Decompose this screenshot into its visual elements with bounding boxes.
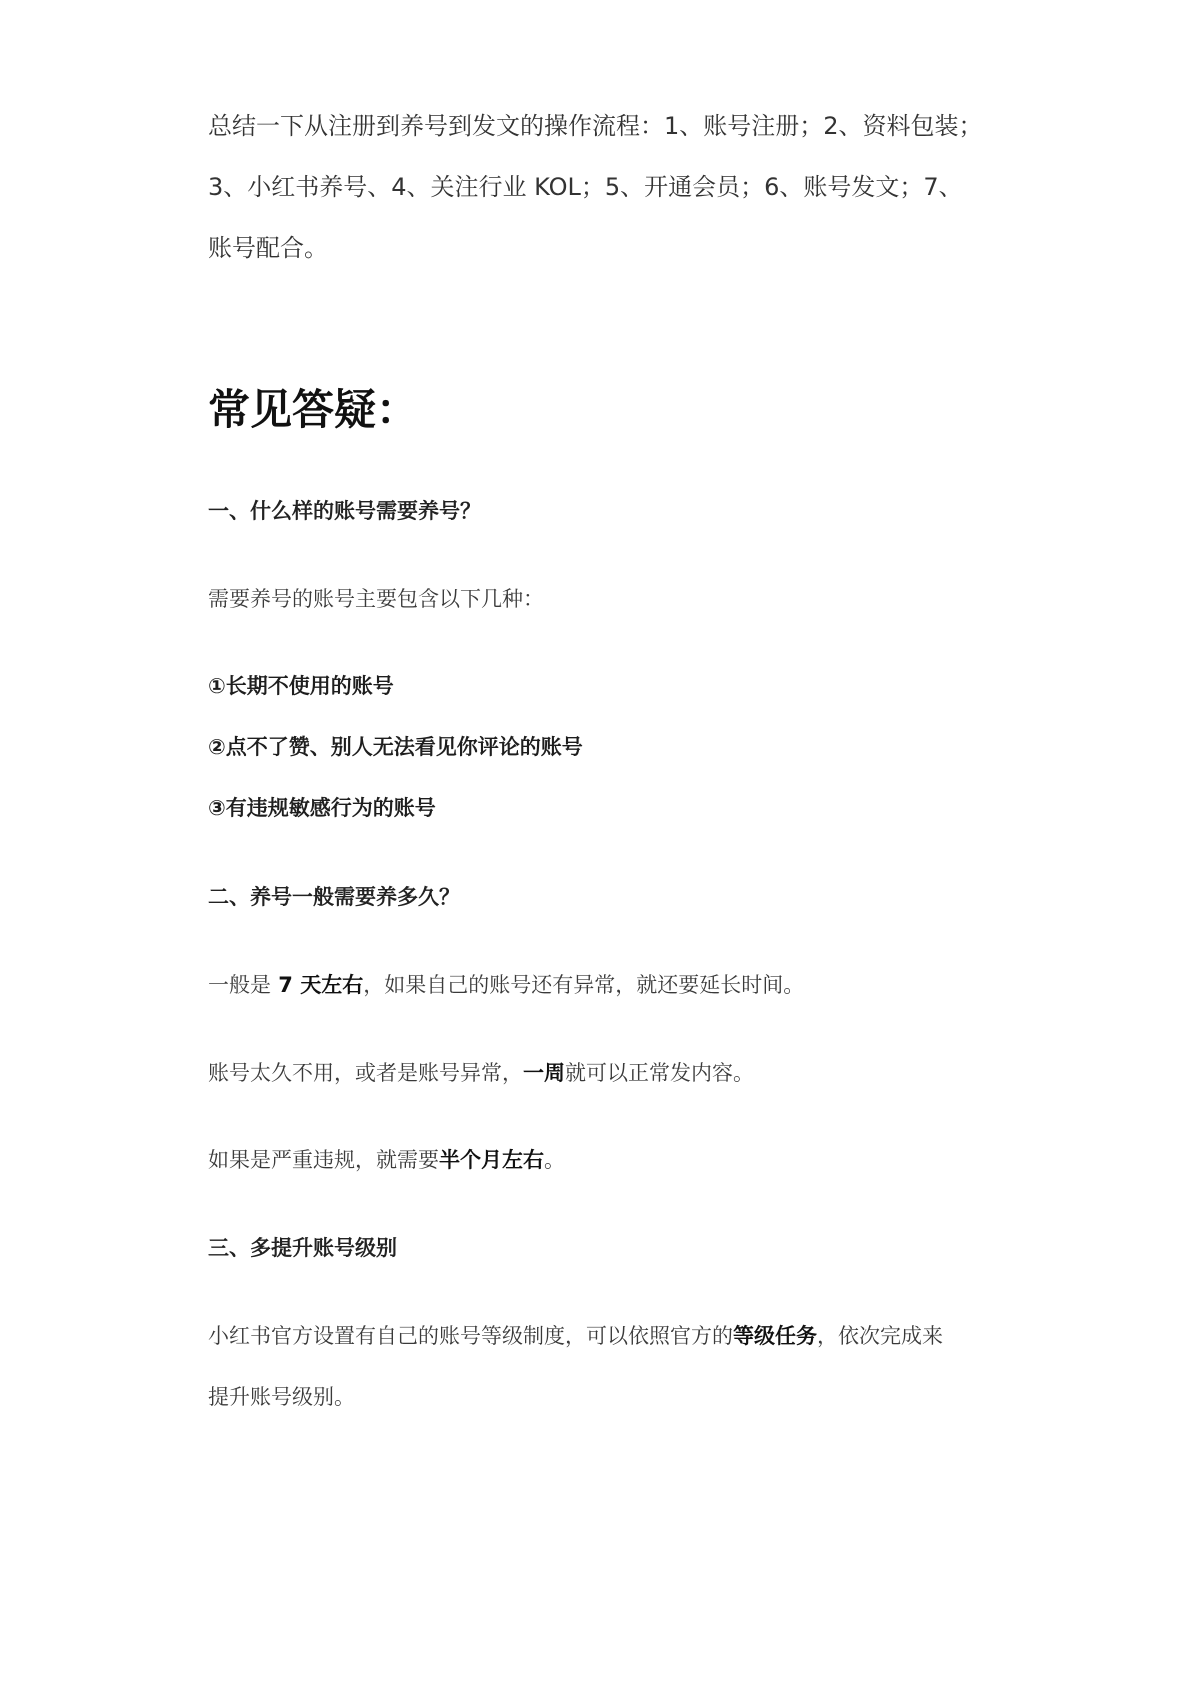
faq-q3-paragraph-line-1 xyxy=(208,1321,1028,1351)
faq-q2-paragraph-2 xyxy=(208,1058,1028,1088)
faq-q2-p1-bold: 7 天左右 xyxy=(271,973,364,997)
faq-q1-intro: 需要养号的账号主要包含以下几种： xyxy=(208,587,544,611)
faq-q3-text-line-2: 提升账号级别。 xyxy=(208,1385,355,1409)
faq-q2-heading-block xyxy=(208,882,1028,912)
faq-q2-paragraph-1 xyxy=(208,970,1028,1000)
faq-q3-heading-block xyxy=(208,1233,1028,1263)
faq-q1-item-2-block xyxy=(208,732,1028,762)
summary-line-2: 3、小红书养号、4、关注行业 KOL；5、开通会员；6、账号发文；7、 xyxy=(208,173,963,201)
list-item: ②点不了赞、别人无法看见你评论的账号 xyxy=(208,735,583,759)
summary-paragraph xyxy=(208,96,1028,279)
faq-q2-p2-text-b: 就可以正常发内容。 xyxy=(565,1061,754,1085)
faq-q2-p2-bold: 一周 xyxy=(523,1061,565,1085)
faq-q1-intro-block xyxy=(208,584,1028,614)
faq-q2-p3-text-b: 。 xyxy=(544,1148,565,1172)
faq-title-block xyxy=(208,382,1028,438)
faq-q3-heading: 三、多提升账号级别 xyxy=(208,1236,397,1260)
faq-q2-paragraph-3 xyxy=(208,1145,1028,1175)
faq-q1-item-1-block xyxy=(208,671,1028,701)
faq-q2-p1-text-b: ，如果自己的账号还有异常，就还要延长时间。 xyxy=(363,973,805,997)
faq-q3-paragraph-line-2 xyxy=(208,1382,1028,1412)
faq-q2-heading: 二、养号一般需要养多久？ xyxy=(208,885,460,909)
faq-title: 常见答疑： xyxy=(208,385,419,434)
summary-line-1: 总结一下从注册到养号到发文的操作流程：1、账号注册；2、资料包装； xyxy=(208,112,983,140)
faq-q3-bold: 等级任务 xyxy=(733,1324,817,1348)
faq-q3-text-a: 小红书官方设置有自己的账号等级制度，可以依照官方的 xyxy=(208,1324,733,1348)
faq-q1-heading-block xyxy=(208,496,1028,526)
faq-q2-p1-text-a: 一般是 xyxy=(208,973,271,997)
faq-q3-text-b: ，依次完成来 xyxy=(817,1324,943,1348)
faq-q1-heading: 一、什么样的账号需要养号？ xyxy=(208,499,481,523)
list-item: ③有违规敏感行为的账号 xyxy=(208,796,436,820)
faq-q1-item-3-block xyxy=(208,793,1028,823)
faq-q2-p2-text-a: 账号太久不用，或者是账号异常， xyxy=(208,1061,523,1085)
faq-q2-p3-text-a: 如果是严重违规，就需要 xyxy=(208,1148,439,1172)
summary-line-3: 账号配合。 xyxy=(208,234,328,262)
list-item: ①长期不使用的账号 xyxy=(208,674,394,698)
faq-q2-p3-bold: 半个月左右 xyxy=(439,1148,544,1172)
